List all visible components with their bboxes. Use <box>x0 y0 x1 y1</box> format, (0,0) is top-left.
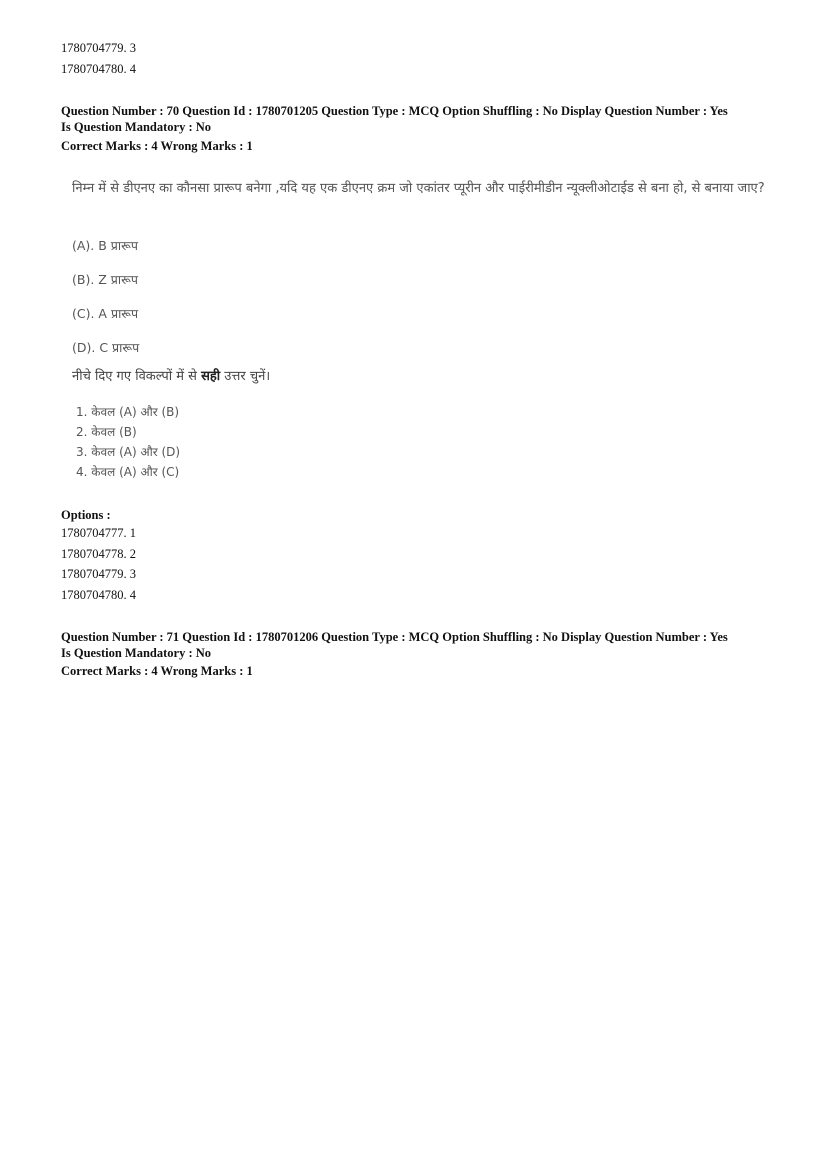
q70-choice-3: 3. केवल (A) और (D) <box>76 445 181 459</box>
q70-marks: Correct Marks : 4 Wrong Marks : 1 <box>61 139 253 153</box>
q70-header-line1: Question Number : 70 Question Id : 1780701205 Question Type : MCQ Option Shuffling : No Display Question Number : Yes <box>61 104 728 118</box>
q70-options-label: Options : <box>61 508 111 522</box>
q70-stem: निम्न में से डीएनए का कौनसा प्रारूप बनेगा ,यदि यह एक डीएनए क्रम जो एकांतर प्यूरीन और पाईरीमीडीन न्यूक्लीओटाईड से बना हो, से बनाया जाए? <box>72 181 765 196</box>
prev-option-4: 1780704780. 4 <box>61 62 136 76</box>
q70-option-1: 1780704777. 1 <box>61 526 136 540</box>
q70-header-line2: Is Question Mandatory : No <box>61 120 212 134</box>
q70-choice-1: 1. केवल (A) और (B) <box>76 405 180 419</box>
q70-choice-2: 2. केवल (B) <box>76 425 137 439</box>
q71-marks: Correct Marks : 4 Wrong Marks : 1 <box>61 664 253 678</box>
q70-choice-4: 4. केवल (A) और (C) <box>76 465 180 479</box>
q70-option-4: 1780704780. 4 <box>61 588 136 602</box>
q70-statement-a: (A). B प्रारूप <box>72 238 138 253</box>
q70-statement-c: (C). A प्रारूप <box>72 306 139 321</box>
q70-statement-b: (B). Z प्रारूप <box>72 272 138 287</box>
q70-statement-d: (D). C प्रारूप <box>72 340 140 355</box>
q70-option-3: 1780704779. 3 <box>61 567 136 581</box>
q70-question-image <box>72 178 772 488</box>
q70-instruction-emphasis: सही <box>201 369 221 384</box>
q70-option-2: 1780704778. 2 <box>61 547 136 561</box>
q71-header-line2: Is Question Mandatory : No <box>61 646 212 660</box>
prev-option-3: 1780704779. 3 <box>61 41 136 55</box>
q71-header-line1: Question Number : 71 Question Id : 1780701206 Question Type : MCQ Option Shuffling : No Display Question Number : Yes <box>61 630 728 644</box>
q70-instruction: नीचे दिए गए विकल्पों में से सही उत्तर चुनें। <box>72 369 271 384</box>
